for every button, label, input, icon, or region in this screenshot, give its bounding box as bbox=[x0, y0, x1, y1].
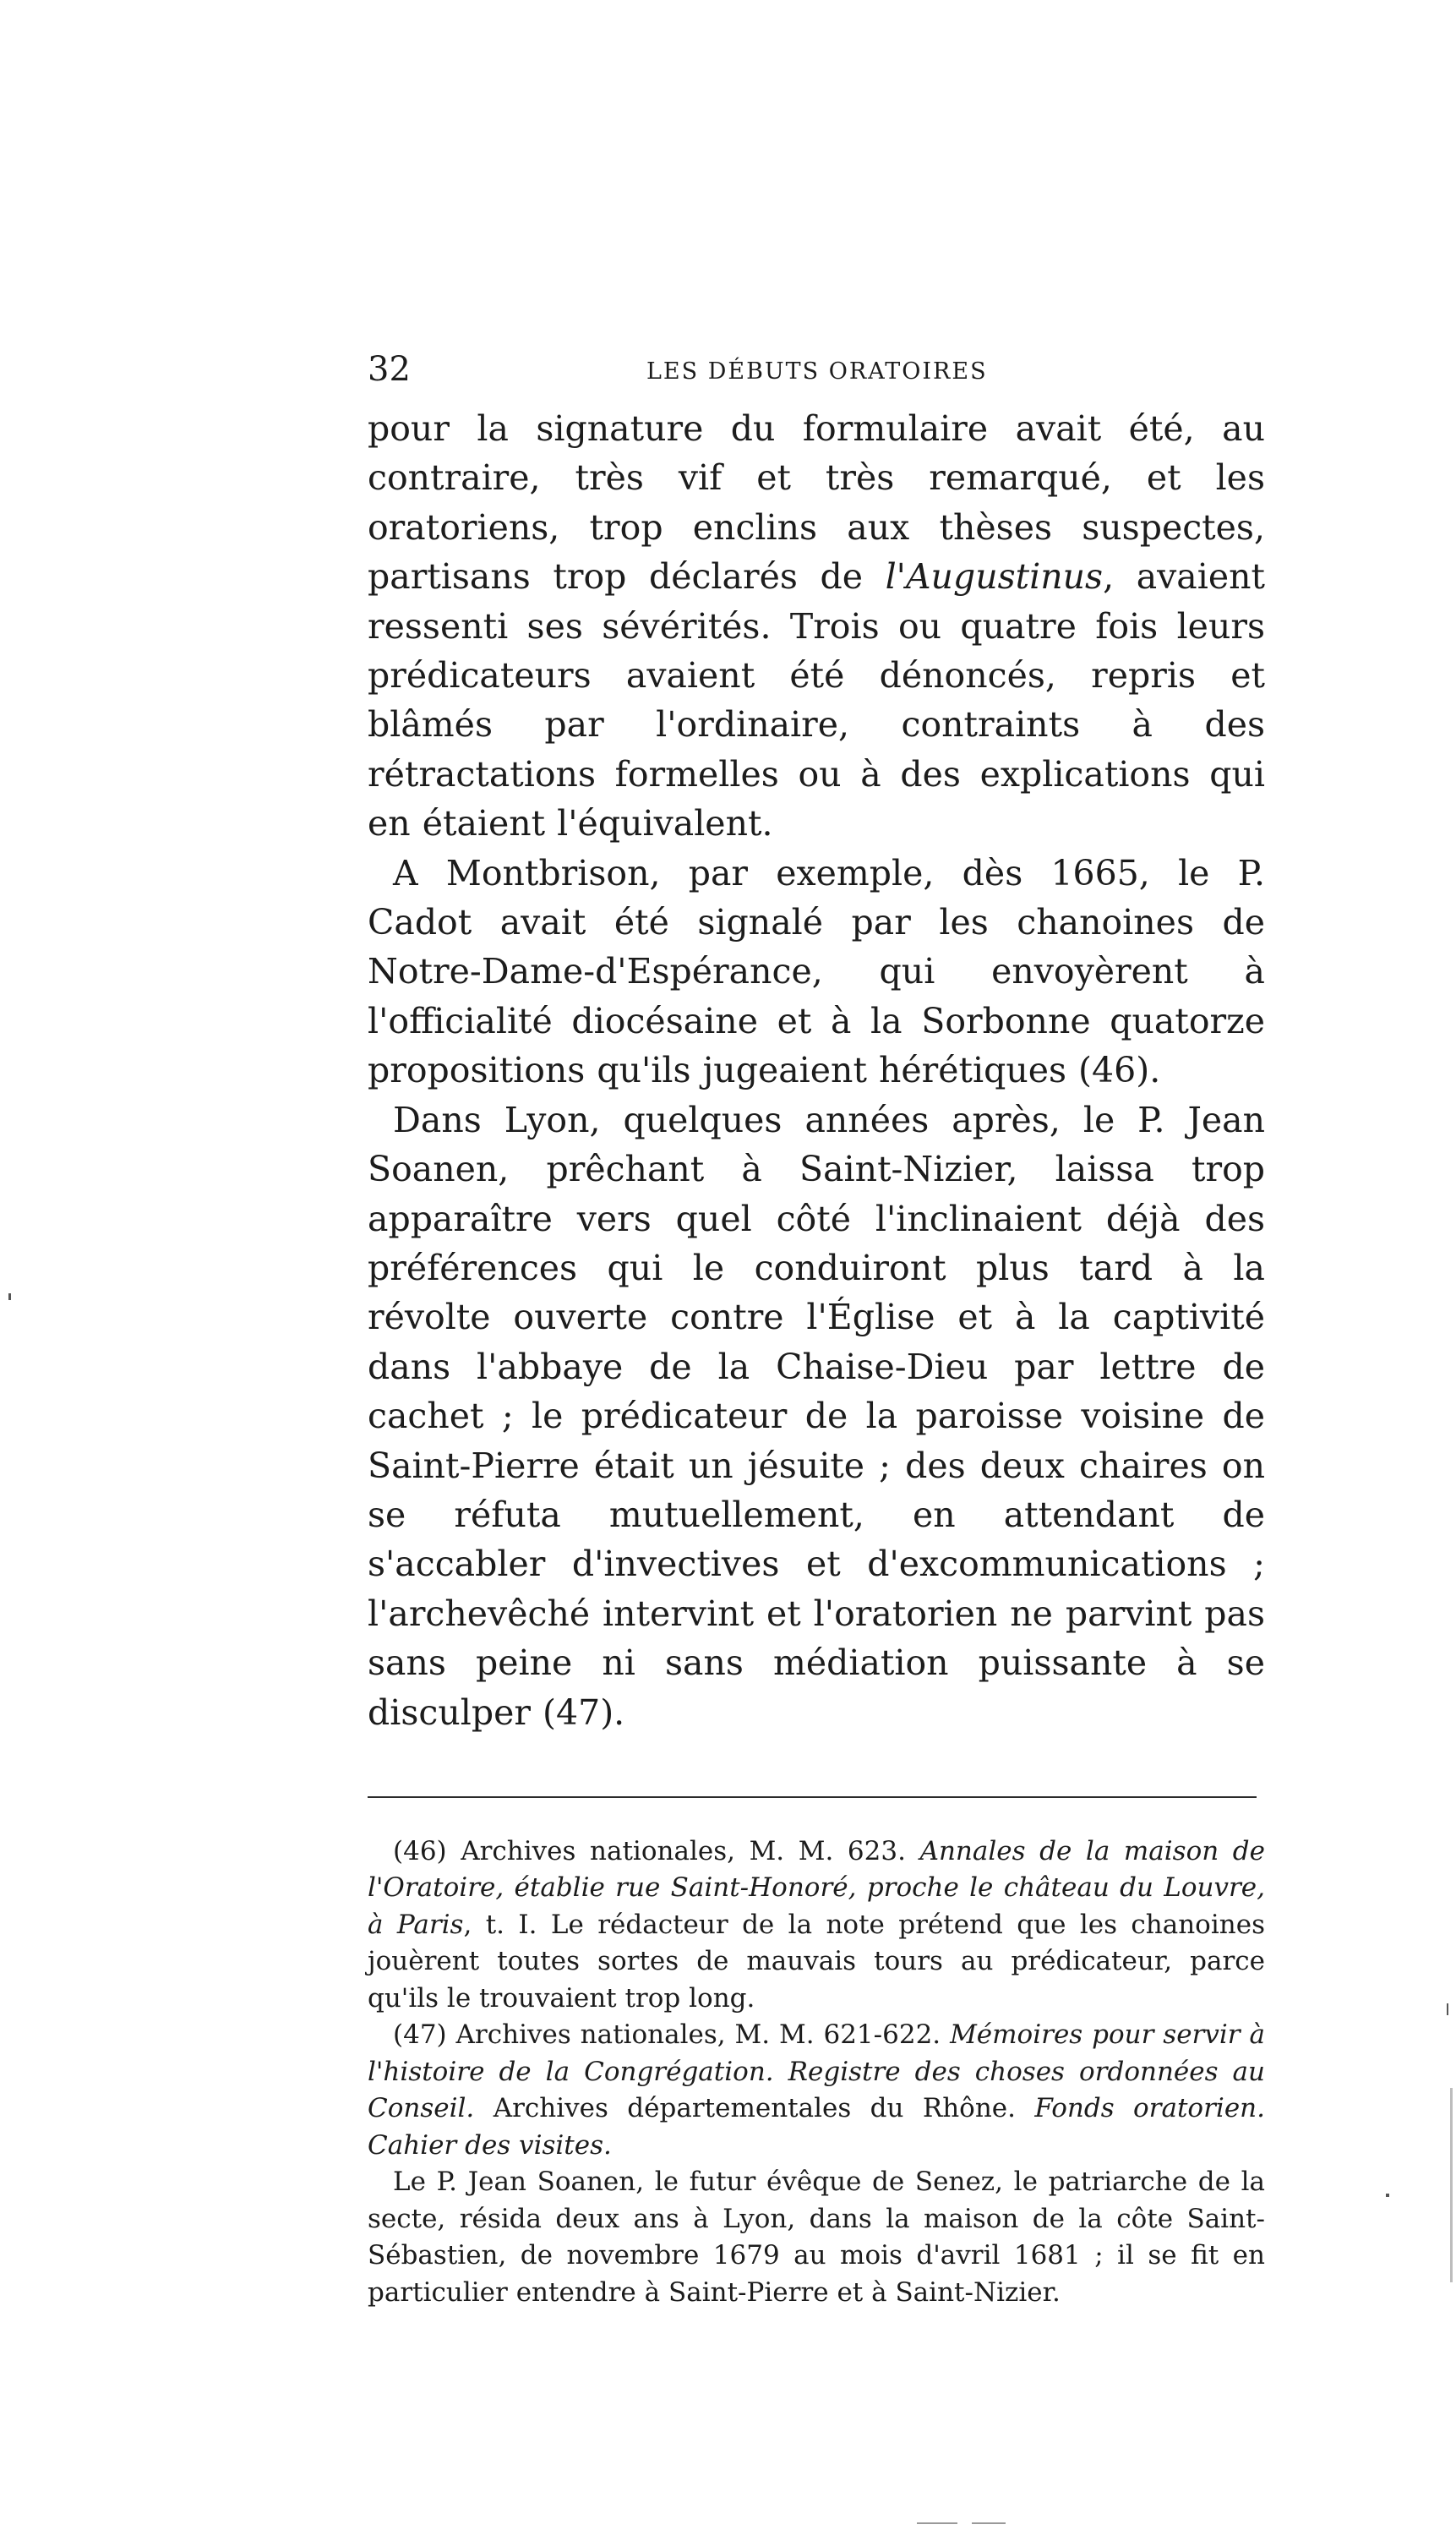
running-title: LES DÉBUTS ORATOIRES bbox=[646, 358, 988, 385]
footnote-46-comment: , t. I. Le rédacteur de la note prétend que les chanoines jouèrent toutes sortes de mauvais tours au prédicateur, parce qu'ils le trouvaient trop long. bbox=[368, 1909, 1265, 2014]
footnote-46-source: (46) Archives nationales, M. M. 623. bbox=[393, 1835, 920, 1866]
paragraph-1-text-b: , avaient ressenti ses sévérités. Trois ou quatre fois leurs prédicateurs avaient été dénoncés, repris et blâmés par l'ordinaire, contraints à des rétractations formelles ou à des explications qui en étaient l'équivalent. bbox=[368, 556, 1266, 844]
page-number: 32 bbox=[368, 350, 411, 389]
footnote-47-fonds: Fonds oratorien. Cahier des visites. bbox=[368, 2093, 1265, 2161]
scan-mark-right bbox=[1447, 2003, 1448, 2015]
footnote-divider bbox=[368, 1796, 1257, 1798]
footnote-47 bbox=[368, 2017, 1265, 2164]
footnote-46 bbox=[368, 1833, 1265, 2018]
footnote-47-continuation: Le P. Jean Soanen, le futur évêque de Senez, le patriarche de la secte, résida deux ans à Lyon, dans la maison de la côte Saint-Sébastien, de novembre 1679 au mois d'avril 1681 ; il se fit en particulier entendre à Saint-Pierre et à Saint-Nizier. bbox=[368, 2167, 1265, 2308]
scan-mark-bottom-2 bbox=[972, 2522, 1006, 2524]
paragraph-1 bbox=[368, 404, 1265, 849]
paragraph-3: Dans Lyon, quelques années après, le P. Jean Soanen, prêchant à Saint-Nizier, laissa trop apparaître vers quel côté l'inclinaient déjà des préférences qui le conduiront plus tard à la révolte ouverte contre l'Église et à la captivité dans l'abbaye de la Chaise-Dieu par lettre de cachet ; le prédicateur de la paroisse voisine de Saint-Pierre était un jésuite ; des deux chaires on se réfuta mutuellement, en attendant de s'accabler d'invectives et d'excommunications ; l'archevêché intervint et l'oratorien ne parvint pas sans peine ni sans médiation puissante à se disculper (47). bbox=[368, 1099, 1265, 1733]
paragraph-2: A Montbrison, par exemple, dès 1665, le P. Cadot avait été signalé par les chanoines de Notre-Dame-d'Espérance, qui envoyèrent à l'officialité diocésaine et à la Sorbonne quatorze propositions qu'ils jugeaient hérétiques (46). bbox=[368, 852, 1265, 1091]
footnote-47-title: Mémoires pour servir à l'histoire de la Congrégation. Registre des choses ordonnées au Conseil. bbox=[368, 2019, 1265, 2124]
footnote-47-source: (47) Archives nationales, M. M. 621-622. bbox=[393, 2019, 951, 2051]
footnote-46-title: Annales de la maison de l'Oratoire, établie rue Saint-Honoré, proche le château du Louvre, à Paris bbox=[368, 1835, 1265, 1940]
footnotes bbox=[368, 1833, 1265, 2312]
scan-mark-bottom bbox=[917, 2522, 957, 2524]
scan-mark-dot bbox=[1386, 2194, 1389, 2197]
scan-mark-right-bar bbox=[1450, 2088, 1453, 2282]
scan-mark-left bbox=[8, 1293, 11, 1300]
footnote-47-archive: Archives départementales du Rhône. bbox=[474, 2093, 1035, 2124]
running-head bbox=[368, 347, 1265, 397]
main-text bbox=[368, 404, 1265, 1737]
paragraph-1-text-a: pour la signature du formulaire avait été, au contraire, très vif et très remarqué, et les oratoriens, trop enclins aux thèses suspectes, partisans trop déclarés de bbox=[368, 408, 1265, 598]
book-page bbox=[368, 347, 1265, 2311]
paragraph-1-title-augustinus: l'Augustinus bbox=[885, 556, 1104, 598]
